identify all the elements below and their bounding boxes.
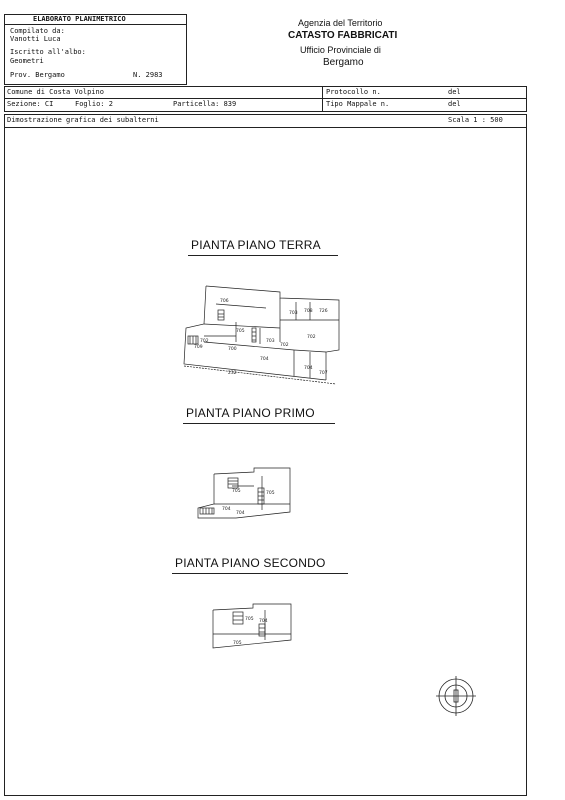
scale-label: Scala 1 : 500 (448, 116, 503, 124)
subalterno-label: 707 (319, 371, 328, 376)
subalterno-label: 705 (232, 489, 241, 494)
subalterno-label: 705 (236, 329, 245, 334)
subalterno-label: 704 (236, 511, 245, 516)
agency-line1: Agenzia del Territorio (298, 18, 383, 28)
subalterno-label: 709 (194, 345, 203, 350)
subalterno-label: 703 (266, 339, 275, 344)
particella: Particella: 839 (173, 100, 237, 108)
subalterno-label: 703 (289, 311, 298, 316)
floor-title-terra-underline (188, 255, 338, 256)
subalterno-label: 704 (222, 507, 231, 512)
compilato-label: Compilato da: (10, 27, 65, 35)
subalterno-label: 702 (200, 339, 209, 344)
subalterno-label: 704 (260, 357, 269, 362)
protocollo: Protocollo n. (326, 88, 381, 96)
tipo-mappale-del: del (448, 100, 461, 108)
prov-label: Prov. Bergamo (10, 71, 65, 79)
comune: Comune di Costa Volpino (7, 88, 104, 96)
subalterno-label: 726 (319, 309, 328, 314)
sezione: Sezione: CI (7, 100, 54, 108)
agency-line3: Ufficio Provinciale di (300, 45, 381, 55)
info-col-divider (322, 86, 323, 112)
floor-title-secondo-underline (172, 573, 348, 574)
elaborato-title: ELABORATO PLANIMETRICO (33, 15, 126, 23)
floor-title-primo-underline (183, 423, 335, 424)
floor-title-terra: PIANTA PIANO TERRA (191, 238, 321, 252)
info-row-divider (4, 98, 527, 99)
subalterno-label: 700 (228, 347, 237, 352)
subalterno-label: 705 (233, 641, 242, 646)
subalterno-label: 704 (259, 619, 268, 624)
iscritto-label: Iscritto all'albo: (10, 48, 86, 56)
compilato-name: Vanotti Luca (10, 35, 61, 43)
agency-line2: CATASTO FABBRICATI (288, 30, 398, 41)
subalterno-label: 705 (266, 491, 275, 496)
subalterno-label: 232 (228, 371, 237, 376)
subalterno-label: 705 (245, 617, 254, 622)
floor-plan-primo (192, 464, 296, 526)
subalterno-label: 704 (304, 366, 313, 371)
foglio: Foglio: 2 (75, 100, 113, 108)
agency-line4: Bergamo (323, 57, 364, 68)
floor-plan-secondo (205, 600, 297, 658)
registration-number: N. 2983 (133, 71, 163, 79)
floor-title-primo: PIANTA PIANO PRIMO (186, 406, 315, 420)
subalterno-label: 708 (304, 309, 313, 314)
header-left-divider (4, 24, 187, 25)
iscritto-value: Geometri (10, 57, 44, 65)
subalterno-label: 702 (307, 335, 316, 340)
frame-header-divider (4, 127, 527, 128)
tipo-mappale: Tipo Mappale n. (326, 100, 390, 108)
floor-plan-terra (176, 280, 356, 390)
subalterno-label: 702 (280, 343, 289, 348)
dimostrazione-label: Dimostrazione grafica dei subalterni (7, 116, 159, 124)
subalterno-label: 706 (220, 299, 229, 304)
north-arrow-icon (434, 674, 478, 718)
floor-title-secondo: PIANTA PIANO SECONDO (175, 556, 326, 570)
protocollo-del: del (448, 88, 461, 96)
